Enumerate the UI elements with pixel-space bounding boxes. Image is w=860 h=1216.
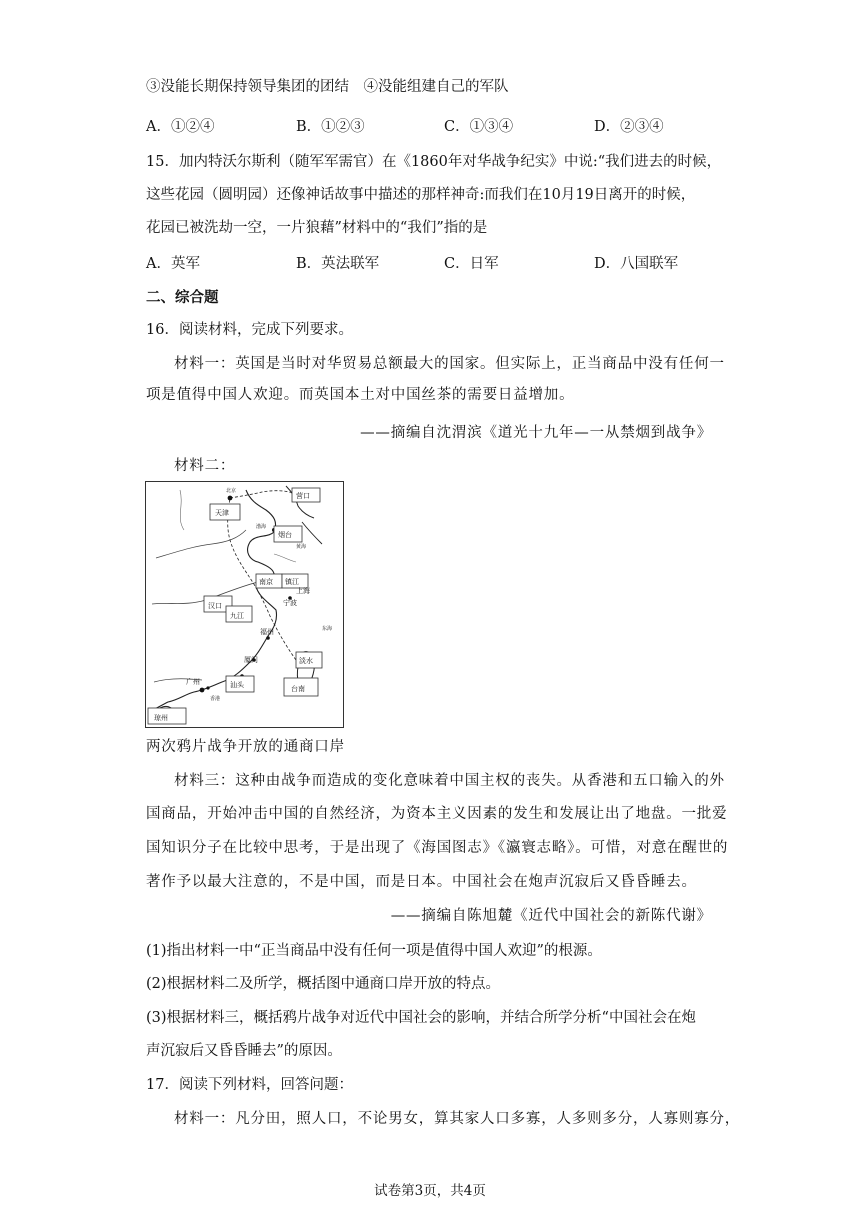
- place-hongkong: 香港: [210, 696, 221, 702]
- port-danshui: 淡水: [299, 657, 313, 665]
- port-shanghai: 上海: [296, 587, 310, 595]
- q16-material1-source: ——摘编自沈渭滨《道光十九年—一从禁烟到战争》: [360, 425, 712, 441]
- port-ningbo: 宁波: [283, 599, 297, 607]
- q16-question-3-line-1: (3)根据材料三，概括鸦片战争对近代中国社会的影响，并结合所学分析“中国社会在炮: [146, 1010, 696, 1026]
- q16-material3-line-1: 材料三：这种由战争而造成的变化意味着中国主权的丧失。从香港和五口输入的外: [174, 773, 725, 789]
- q16-question-2: (2)根据材料二及所学，概括图中通商口岸开放的特点。: [146, 976, 501, 992]
- port-jiujiang: 九江: [230, 612, 244, 620]
- place-beijing: 北京: [226, 488, 237, 494]
- port-zhenjiang: 镇江: [285, 578, 299, 586]
- q16-material3-line-4: 著作予以最大注意的，不是中国，而是日本。中国社会在炮声沉寂后又昏昏睡去。: [146, 874, 697, 890]
- q14-option-d: D．②③④: [594, 119, 664, 135]
- q15-option-d: D．八国联军: [594, 256, 679, 272]
- q15-option-b: B．英法联军: [296, 256, 380, 272]
- treaty-ports-map: [145, 481, 344, 728]
- q17-stem: 17．阅读下列材料，回答问题：: [146, 1077, 353, 1093]
- q16-material3-line-3: 国知识分子在比较中思考，于是出现了《海国图志》《瀛寰志略》。可惜，对意在醒世的: [146, 840, 729, 856]
- q14-option-a: A．①②④: [146, 119, 215, 135]
- q16-material2-label: 材料二：: [174, 458, 236, 474]
- port-yantai: 烟台: [278, 531, 292, 539]
- port-shantou: 汕头: [230, 681, 244, 689]
- port-guangzhou: 广州: [186, 678, 200, 686]
- port-nanjing: 南京: [259, 578, 273, 586]
- sea-donghai: 东海: [322, 626, 333, 632]
- port-xiamen: 厦门: [244, 656, 258, 664]
- q16-question-3-line-2: 声沉寂后又昏昏睡去”的原因。: [146, 1043, 342, 1059]
- q15-stem-line-2: 这些花园（圆明园）还像神话故事中描述的那样神奇:而我们在10月19日离开的时候，: [146, 187, 696, 203]
- q15-option-a: A．英军: [146, 256, 200, 272]
- q15-option-c: C．日军: [444, 256, 499, 272]
- q15-stem-line-3: 花园已被洗劫一空，一片狼藉”材料中的“我们”指的是: [146, 220, 488, 236]
- q16-material1-line-1: 材料一：英国是当时对华贸易总额最大的国家。但实际上，正当商品中没有任何一: [174, 356, 725, 372]
- q14-statements: ③没能长期保持领导集团的团结 ④没能组建自己的军队: [146, 79, 509, 95]
- page-footer: 试卷第3页，共4页: [374, 1183, 486, 1199]
- q14-option-c: C．①③④: [444, 119, 514, 135]
- q17-material1-line-1: 材料一：凡分田，照人口，不论男女，算其家人口多寡，人多则多分，人寡则寡分，: [174, 1111, 741, 1127]
- q16-stem: 16．阅读材料，完成下列要求。: [146, 322, 353, 338]
- section-title: 二、综合题: [146, 289, 219, 306]
- sea-huanghai: 黄海: [296, 544, 307, 550]
- port-tianjin: 天津: [215, 509, 229, 517]
- q16-material3-source: ——摘编自陈旭麓《近代中国社会的新陈代谢》: [390, 908, 712, 924]
- port-yingkou: 营口: [296, 492, 310, 500]
- q14-option-b: B．①②③: [296, 119, 365, 135]
- port-hankou: 汉口: [208, 602, 222, 610]
- q16-material1-line-2: 项是值得中国人欢迎。而英国本土对中国丝茶的需要日益增加。: [146, 387, 575, 403]
- map-caption: 两次鸦片战争开放的通商口岸: [146, 739, 345, 755]
- port-qiongzhou: 琼州: [154, 714, 168, 722]
- port-tainan: 台南: [291, 685, 305, 693]
- port-fuzhou: 福州: [260, 628, 274, 636]
- q16-material3-line-2: 国商品，开始冲击中国的自然经济，为资本主义因素的发生和发展让出了地盘。一批爱: [146, 806, 728, 822]
- sea-bohai: 渤海: [256, 524, 267, 530]
- q16-question-1: (1)指出材料一中“正当商品中没有任何一项是值得中国人欢迎”的根源。: [146, 943, 602, 959]
- q15-stem-line-1: 15．加内特沃尔斯利（随军军需官）在《1860年对华战争纪实》中说:“我们进去的时候，: [146, 154, 722, 170]
